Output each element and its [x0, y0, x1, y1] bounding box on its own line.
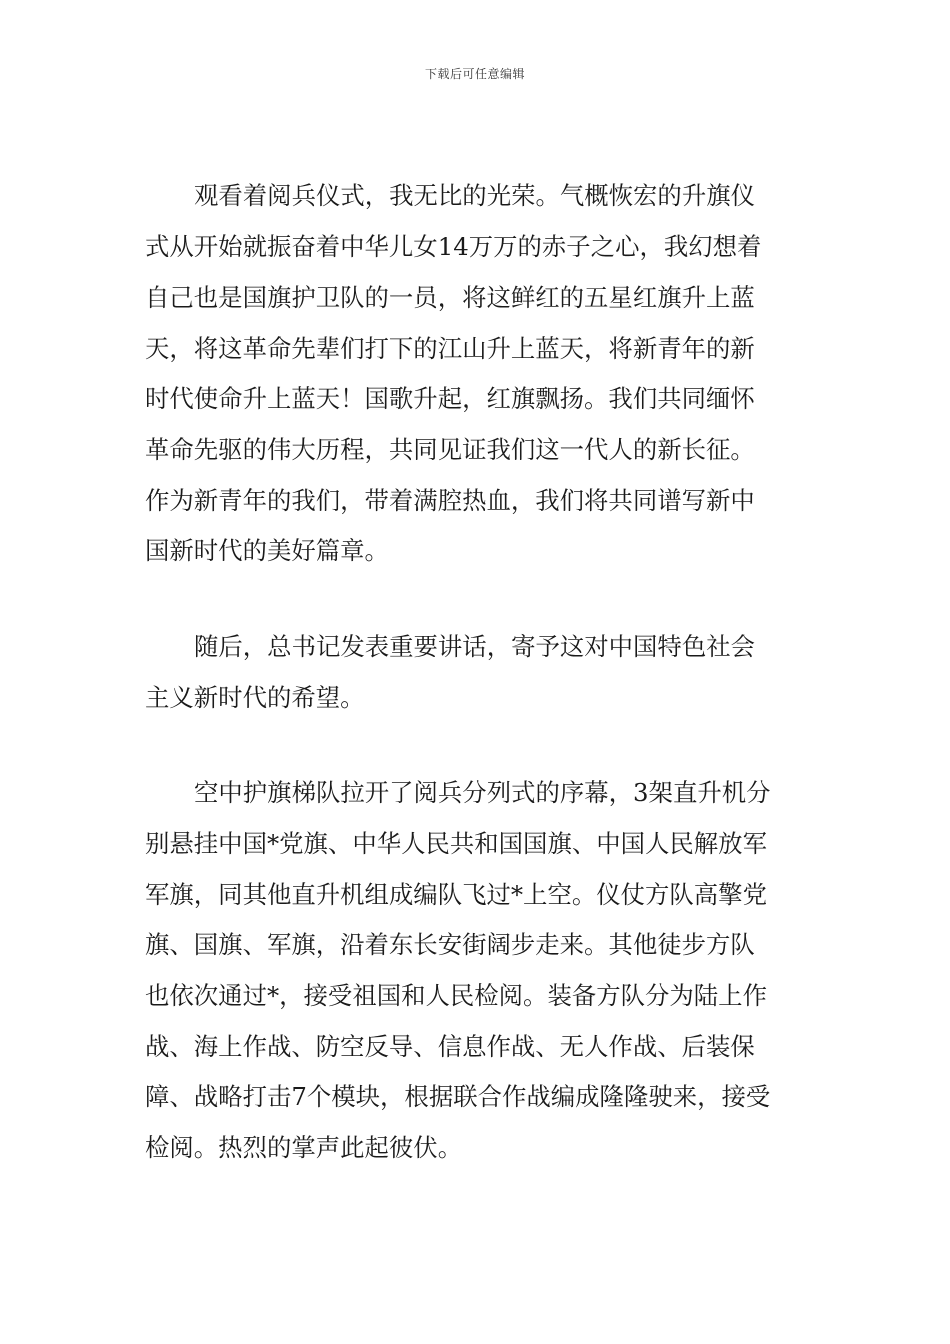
page-header: 下载后可任意编辑 [424, 67, 525, 81]
paragraph-line: 自己也是国旗护卫队的一员，将这鲜红的五星红旗升上蓝 [145, 283, 755, 312]
paragraph-line: 战、海上作战、防空反导、信息作战、无人作战、后装保 [145, 1032, 755, 1061]
paragraph-line: 随后，总书记发表重要讲话，寄予这对中国特色社会 [194, 632, 755, 661]
paragraph-line: 国新时代的美好篇章。 [145, 536, 389, 565]
paragraph-line: 天，将这革命先辈们打下的江山升上蓝天，将新青年的新 [145, 334, 755, 363]
paragraph-line: 式从开始就振奋着中华儿女14万万的赤子之心，我幻想着 [145, 232, 762, 261]
paragraph-line: 障、战略打击7个模块，根据联合作战编成隆隆驶来，接受 [145, 1082, 771, 1111]
paragraph-line: 空中护旗梯队拉开了阅兵分列式的序幕，3架直升机分 [194, 778, 771, 807]
paragraph-line: 检阅。热烈的掌声此起彼伏。 [145, 1133, 463, 1162]
paragraph-line: 军旗，同其他直升机组成编队飞过*上空。仪仗方队高擎党 [145, 880, 767, 909]
paragraph-line: 时代使命升上蓝天！国歌升起，红旗飘扬。我们共同缅怀 [145, 384, 755, 413]
paragraph-line: 旗、国旗、军旗，沿着东长安街阔步走来。其他徒步方队 [145, 930, 755, 959]
paragraph-line: 观看着阅兵仪式，我无比的光荣。气概恢宏的升旗仪 [194, 181, 755, 210]
paragraph-line: 也依次通过*，接受祖国和人民检阅。装备方队分为陆上作 [145, 981, 767, 1010]
paragraph-line: 别悬挂中国*党旗、中华人民共和国国旗、中国人民解放军 [145, 829, 767, 858]
paragraph-line: 主义新时代的希望。 [145, 683, 365, 712]
paragraph-line: 作为新青年的我们，带着满腔热血，我们将共同谱写新中 [145, 486, 755, 515]
paragraph-line: 革命先驱的伟大历程，共同见证我们这一代人的新长征。 [145, 435, 755, 464]
